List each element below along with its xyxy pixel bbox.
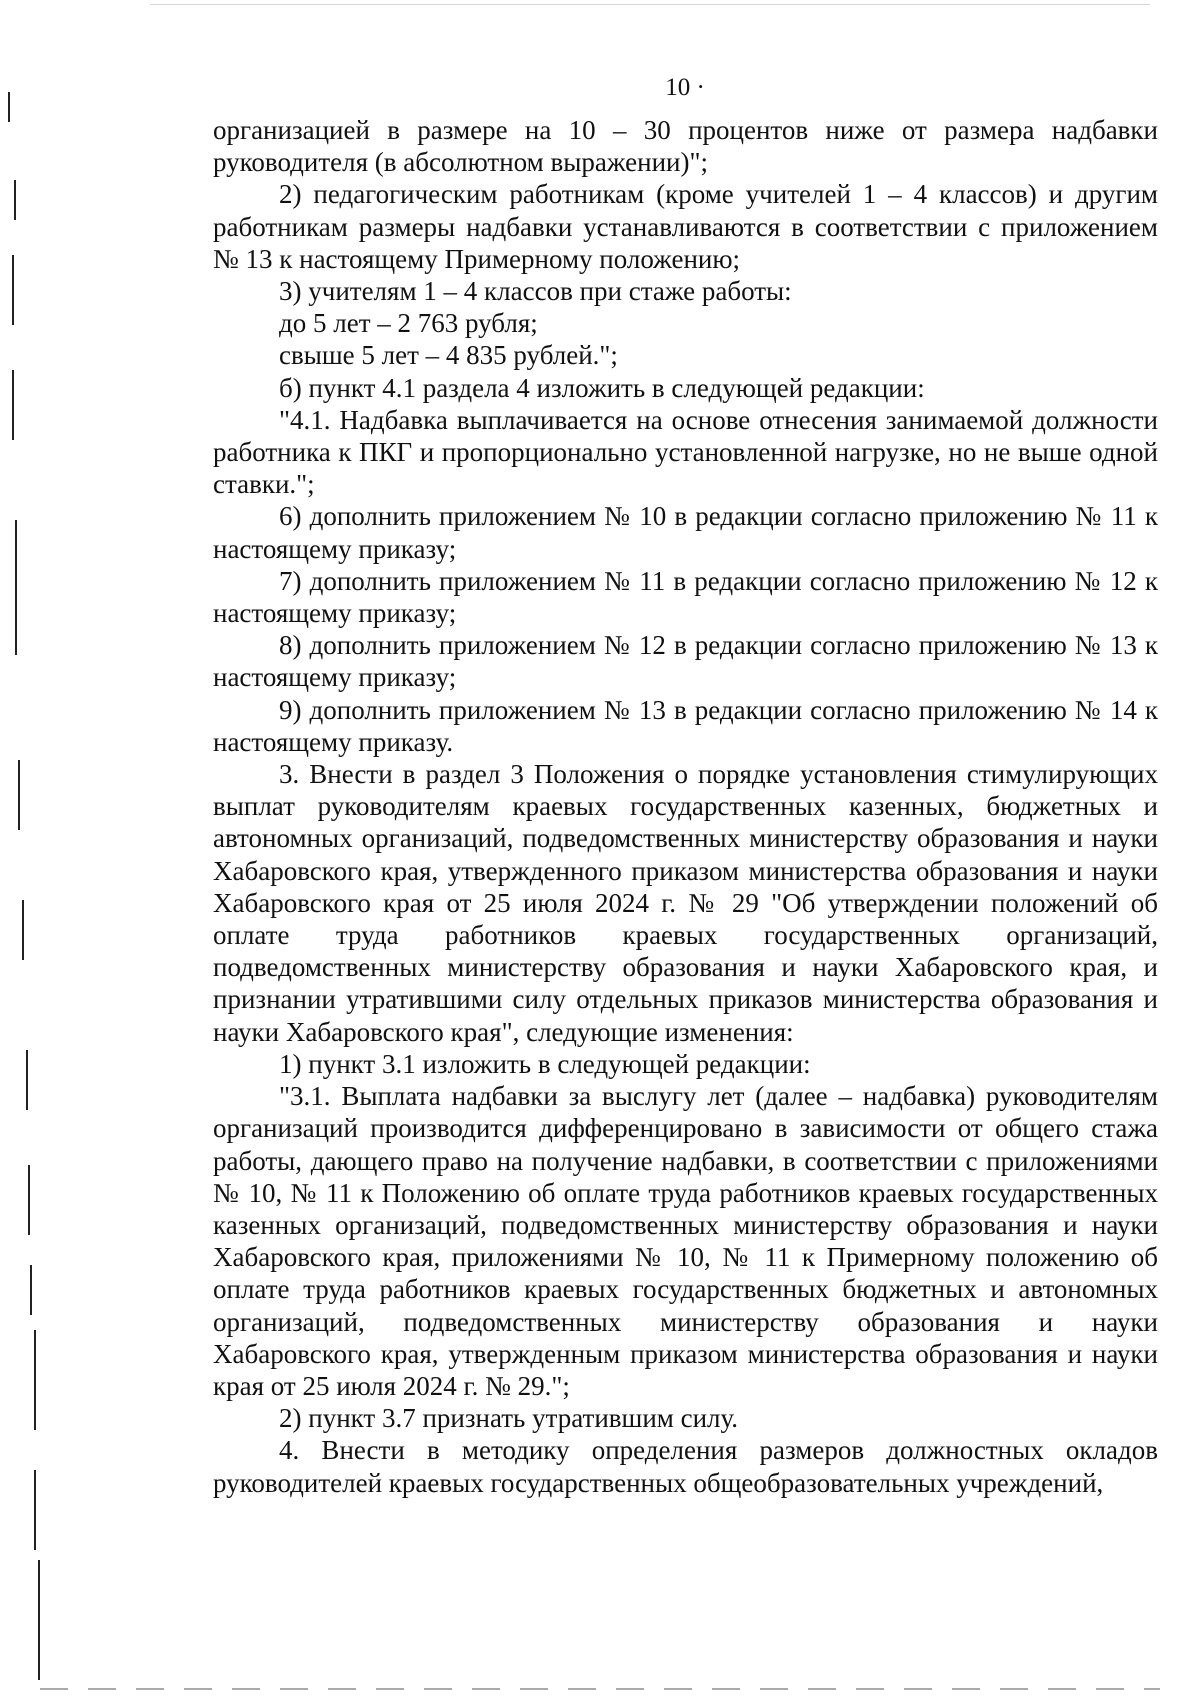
paragraph: организацией в размере на 10 – 30 процентов ниже от размера надбавки руководителя (в абсолютном выражении)";: [213, 115, 1158, 178]
paragraph: 6) дополнить приложением № 10 в редакции согласно приложению № 11 к настоящему приказу;: [213, 501, 1158, 564]
paragraph: 3. Внести в раздел 3 Положения о порядке установления стимулирующих выплат руководителям краевых государственных казенных, бюджетных и автономных организаций, подведомственных министерству образования и науки Хабаровского края, утвержденного приказом министерства образования и науки Хабаровского края от 25 июля 2024 г. № 29 "Об утверждении положений об оплате труда работников краевых государственных организаций, подведомственных министерству образования и науки Хабаровского края, и признании утратившими силу отдельных приказов министерства образования и науки Хабаровского края", следующие изменения:: [213, 759, 1158, 1047]
paragraph: до 5 лет – 2 763 рубля;: [279, 308, 538, 339]
paragraph: 7) дополнить приложением № 11 в редакции согласно приложению № 12 к настоящему приказу;: [213, 565, 1158, 629]
scan-margin-marks: [0, 0, 60, 1701]
page-number: 10 ·: [665, 74, 705, 101]
document-body: [213, 114, 1158, 1499]
paragraph: 4. Внести в методику определения размеров должностных окладов руководителей краевых государственных общеобразовательных учреждений,: [213, 1435, 1158, 1498]
paragraph: свыше 5 лет – 4 835 рублей.";: [279, 340, 618, 371]
paragraph: б) пункт 4.1 раздела 4 изложить в следующей редакции:: [279, 372, 925, 403]
scan-bottom-edge: [40, 1688, 1160, 1690]
paragraph: "3.1. Выплата надбавки за выслугу лет (далее – надбавка) руководителям организаций производится дифференцировано в зависимости от общего стажа работы, дающего право на получение надбавки, в соответствии с приложениями № 10, № 11 к Положению об оплате труда работников краевых государственных казенных организаций, подведомственных министерству образования и науки Хабаровского края, приложениями № 10, № 11 к Примерному положению об оплате труда работников краевых государственных бюджетных и автономных организаций, подведомственных министерству образования и науки Хабаровского края, утвержденным приказом министерства образования и науки края от 25 июля 2024 г. № 29.";: [213, 1081, 1158, 1401]
paragraph: 8) дополнить приложением № 12 в редакции согласно приложению № 13 к настоящему приказу;: [213, 630, 1158, 693]
paragraph: 1) пункт 3.1 изложить в следующей редакции:: [279, 1048, 811, 1079]
paragraph: 2) педагогическим работникам (кроме учителей 1 – 4 классов) и другим работникам размеры надбавки устанавливаются в соответствии с приложением № 13 к настоящему Примерному положению;: [213, 179, 1158, 274]
paragraph: 2) пункт 3.7 признать утратившим силу.: [279, 1403, 739, 1434]
paragraph: 3) учителям 1 – 4 классов при стаже работы:: [279, 276, 792, 307]
paragraph: "4.1. Надбавка выплачивается на основе отнесения занимаемой должности работника к ПКГ и пропорционально установленной нагрузке, но не выше одной ставки.";: [213, 404, 1158, 500]
paragraph: 9) дополнить приложением № 13 в редакции согласно приложению № 14 к настоящему приказу.: [213, 694, 1158, 757]
scan-top-edge: [150, 4, 1150, 5]
